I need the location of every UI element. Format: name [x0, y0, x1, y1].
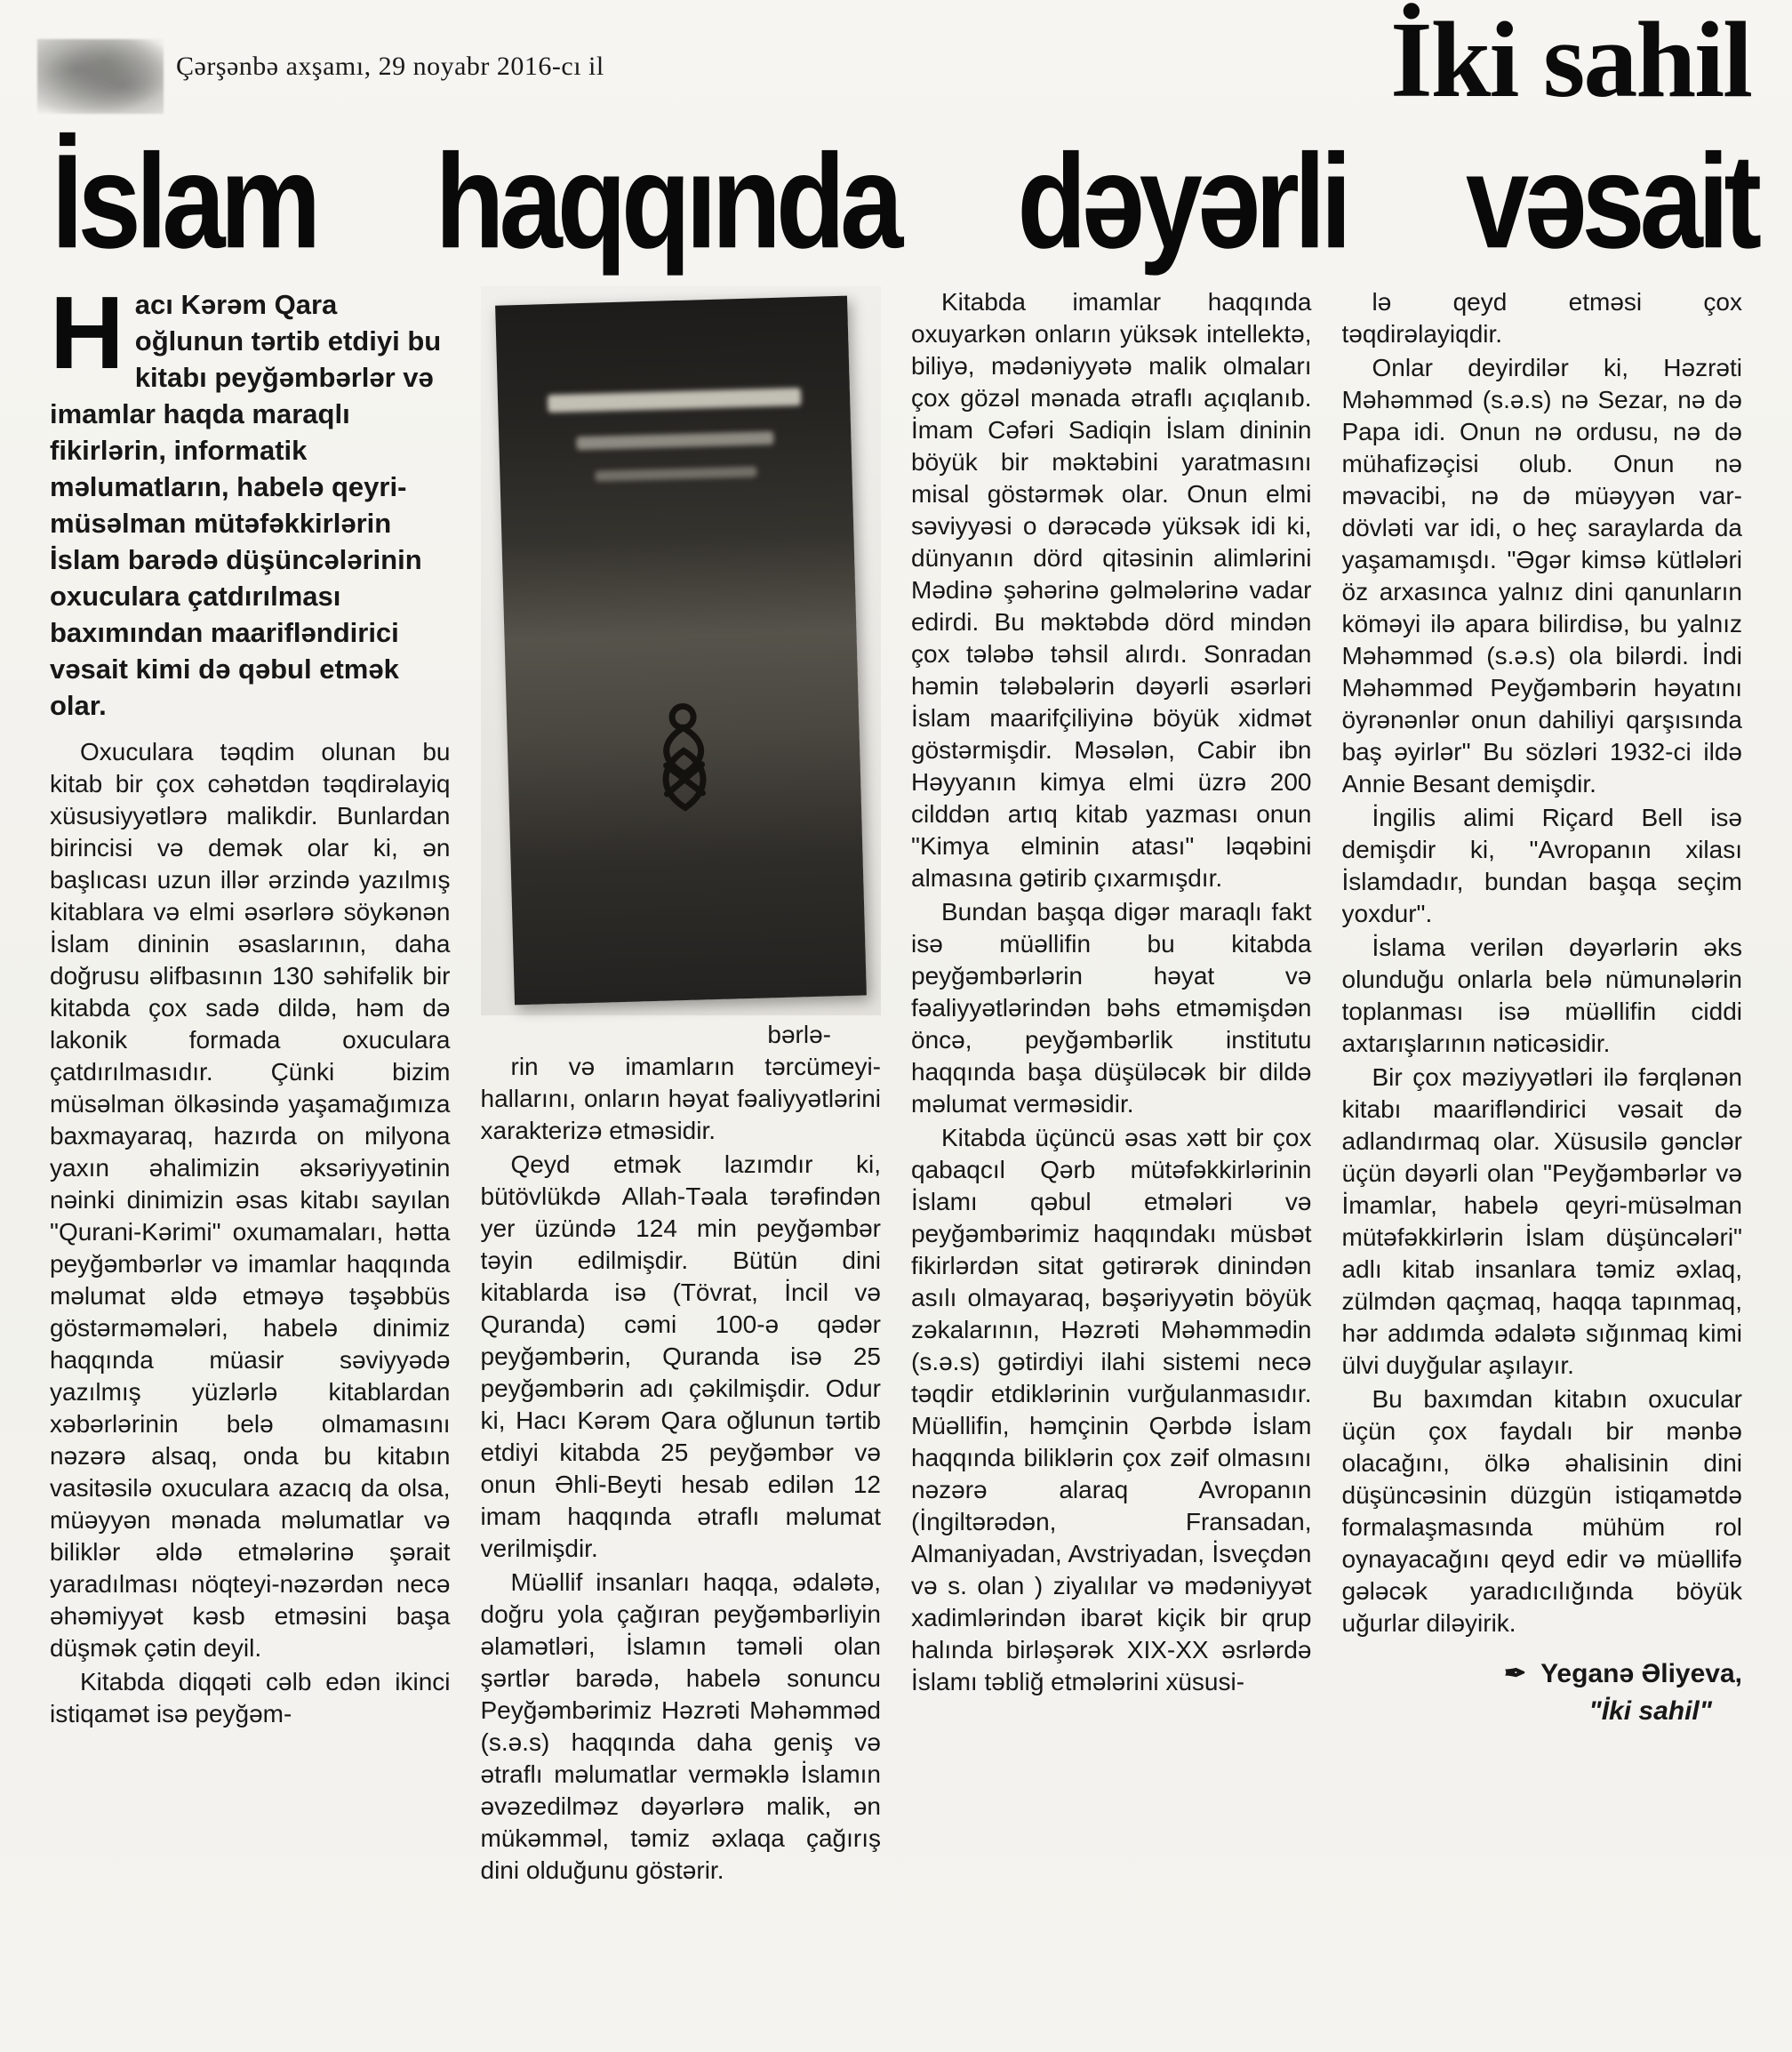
book-cover-photo [481, 286, 882, 1015]
paragraph: lə qeyd etməsi çox təqdirəlayiqdir. [1341, 288, 1742, 348]
paragraph: Kitabda üçüncü əsas xətt bir çox qabaqcıl Qərb mütəfəkkirlərinin İslamı qəbul etmələri və peyğəmbərimiz haqqındakı müsbət fikirlərdən sitat gətirərək dinindən asılı olmayaraq, bəşəriyyətin böyük zəkalarının, Həzrəti Məhəmmədin (s.ə.s) gətirdiyi ilahi sistemi necə təqdir etdiklərinin vurğulanmasıdır. Müəllifin, həmçinin Qərbdə İslam haqqında biliklərin çox zəif olmasını nəzərə alaraq Avropanın (İngiltərədən, Fransadan, Almaniyadan, Avstriyadan, İsveçdən və s. olan ) ziyalılar və mədəniyyət xadimlərindən ibarət kiçik bir qrup halında birləşərək XIX-XX əsrlərdə İslamı təbliğ etmələrini xüsusi- [911, 1124, 1312, 1695]
masthead-title: İki sahil [1390, 0, 1751, 120]
cover-title-bar [547, 389, 801, 413]
author-name: Yeganə Əliyeva, [1540, 1659, 1742, 1688]
drop-cap: H [50, 286, 124, 390]
cover-title-bar [595, 467, 757, 482]
column-1-paragraphs [50, 736, 451, 1732]
date-line: Çərşənbə axşamı, 29 noyabr 2016-cı il [176, 52, 604, 81]
headline-word: haqqında [435, 126, 899, 277]
continuation-fragment: bərlə- [767, 1021, 831, 1048]
lead-text: acı Kərəm Qara oğlunun tərtib etdiyi bu kitabı peyğəmbərlər və imamlar haqda maraqlı fikirlərin, informatik məlumatların, habelə qeyri-müsəlman mütəfəkkirlərin İslam barədə düşüncələrinin oxuculara çatdırılması baxımından maarifləndirici vəsait kimi də qəbul etmək olar. [50, 289, 442, 721]
knot-ornament-icon [632, 697, 735, 843]
pen-icon: ✒ [1503, 1659, 1527, 1688]
column-3-paragraphs [911, 286, 1312, 1700]
signature [1342, 1655, 1743, 1730]
paragraph: Oxuculara təqdim olunan bu kitab bir çox cəhətdən təqdirəlayiq xüsusiyyətlərə malikdir. Bunlardan birincisi və demək olar ki, ən başlıcası uzun illər ərzində yazılmış kitablara və elmi əsərlərə söykənən İslam dininin əsaslarının, daha doğrusu əlifbasının 130 səhifəlik bir kitabda çox sadə dildə, həm də lakonik formada oxuculara çatdırılmasıdır. Çünki bizim müsəlman ölkəsində yaşamağımıza baxmayaraq, hazırda on milyona yaxın əhalimizin əksəriyyətinin nəinki dinimizin əsas kitabı sayılan "Qurani-Kərimi" oxumamaları, hətta peyğəmbərlər və imamlar haqqında məlumat əldə etməyə təşəbbüs göstərməmələri, habelə dinimiz haqqında müasir səviyyədə yazılmış yüzlərlə kitablardan xəbərlərinin belə olmamasını nəzərə alsaq, onda bu kitabın vasitəsilə oxuculara azacıq da olsa, müəyyən mənada məlumatlar və biliklər əldə etmələrinə şərait yaradılması nöqteyi-nəzərdən necə əhəmiyyət kəsb etməsini başa düşmək çətin deyil. [50, 738, 451, 1662]
book-cover [495, 296, 867, 1006]
column-2 [481, 286, 882, 2040]
headline [52, 126, 1756, 277]
paragraph: İslama verilən dəyərlərin əks olunduğu onlarla belə nümunələrin toplanması isə müəllifin ciddi axtarışlarının nəticəsidir. [1341, 934, 1742, 1057]
paragraph: Kitabda diqqəti cəlb edən ikinci istiqamət isə peyğəm- [50, 1668, 451, 1727]
column-4 [1342, 286, 1743, 2040]
paragraph: Müəllif insanları haqqa, ədalətə, doğru yola çağıran peyğəmbərliyin əlamətləri, İslamın təməli olan şərtlər barədə, habelə sonuncu Peyğəmbərimiz Həzrəti Məhəmməd (s.ə.s) haqqında daha geniş və ətraflı məlumatlar verməklə İslamın əvəzedilməz dəyərlərə malik, ən mükəmməl, təmiz əxlaqa çağırış dini olduğunu göstərir. [480, 1568, 881, 1884]
column-3 [911, 286, 1312, 2040]
paragraph: Qeyd etmək lazımdır ki, bütövlükdə Allah-Təala tərəfindən yer üzündə 124 min peyğəmbər təyin edilmişdir. Bütün dini kitablarda isə (Tövrat, İncil və Quranda) cəmi 100-ə qədər peyğəmbərin, Quranda isə 25 peyğəmbərin adı çəkilmişdir. Odur ki, Hacı Kərəm Qara oğlunun tərtib etdiyi kitabda 25 peyğəmbər və onun Əhli-Beyti hesab edilən 12 imam haqqında ətraflı məlumat verilmişdir. [480, 1150, 881, 1562]
column-4-paragraphs [1342, 286, 1743, 1641]
headline-word: vəsait [1466, 126, 1756, 277]
cover-title-bar [576, 431, 773, 450]
column-2-paragraphs [481, 1051, 882, 1888]
author-line [1342, 1655, 1743, 1693]
paragraph: Bir çox məziyyətləri ilə fərqlənən kitabı maarifləndirici vəsait də adlandırmaq olar. Xüsusilə gənclər üçün dəyərli olan "Peyğəmbərlər və İmamlar, habelə qeyri-müsəlman mütəfəkkirlərin İslam düşüncələri" adlı kitab insanlara təmiz əxlaq, zülmdən qaçmaq, haqqa tapınmaq, hər addımda ədalətə sığınmaq kimi ülvi duyğular aşılayır. [1341, 1063, 1742, 1379]
lead-paragraph [50, 286, 451, 724]
headline-word: İslam [52, 126, 316, 277]
paragraph: Kitabda imamlar haqqında oxuyarkən onların yüksək intellektə, biliyə, mədəniyyətə malik olmaları çox gözəl mənada ətraflı açıqlanıb. İmam Cəfəri Sadiqin İslam dininin böyük bir məktəbini yaratmasını misal göstərmək olar. Onun elmi səviyyəsi o dərəcədə yüksək idi ki, dünyanın dörd qitəsinin alimlərini Mədinə şəhərinə gəlmələrinə vadar edirdi. Bu məktəbdə dörd mindən çox tələbə təhsil alırdı. Sonradan həmin tələbələrin dəyərli əsərləri İslam maarifçiliyinə böyük xidmət göstərmişdir. Məsələn, Cabir ibn Həyyanın kimya elmi üzrə 200 cilddən artıq kitab yazması onun "Kimya elminin atası" ləqəbini almasına gətirib çıxarmışdır. [911, 288, 1312, 892]
paragraph: Bundan başqa digər maraqlı fakt isə müəllifin bu kitabda peyğəmbərlərin həyat və fəaliyyətlərindən bəhs etməmişdən öncə, peyğəmbərlik institutu haqqında başa düşüləcək bir dildə məlumat verməsidir. [911, 898, 1312, 1118]
paragraph: Onlar deyirdilər ki, Həzrəti Məhəmməd (s.ə.s) nə Sezar, nə də Papa idi. Onun nə ordusu, nə də mühafizəçisi olub. Onun nə məvacibi, nə də müəyyən var-dövləti var idi, o heç saraylarda da yaşamamışdı. "Əgər kimsə kütlələri öz arxasınca yalnız dini qanunların köməyi ilə apara bilirdisə, bu yalnız Məhəmməd (s.ə.s) ola bilərdi. İndi Məhəmməd Peyğəmbərin həyatını öyrənənlər onun dahiliyi qarşısında baş əyirlər" Bu sözləri 1932-ci ildə Annie Besant demişdir. [1341, 354, 1742, 798]
source-name: "İki sahil" [1588, 1696, 1712, 1726]
paragraph: Bu baxımdan kitabın oxucular üçün çox faydalı bir mənbə olacağını, ölkə əhalisinin dini düşüncəsinin düzgün istiqamətdə formalaşmasında mühüm rol oynayacağını qeyd edir və müəllifə gələcək yaradıcılığında böyük uğurlar diləyirik. [1341, 1385, 1742, 1637]
paragraph: İngilis alimi Riçard Bell isə demişdir ki, "Avropanın xilası İslamdadır, bundan başqa seçim yoxdur". [1341, 804, 1742, 927]
paragraph: rin və imamların tərcümeyi-hallarını, onların həyat fəaliyyətlərini xarakterizə etməsidir. [480, 1053, 881, 1144]
newspaper-stamp-logo [37, 39, 164, 114]
headline-word: dəyərli [1017, 126, 1347, 277]
article-body [50, 286, 1742, 2040]
column-1 [50, 286, 451, 2040]
